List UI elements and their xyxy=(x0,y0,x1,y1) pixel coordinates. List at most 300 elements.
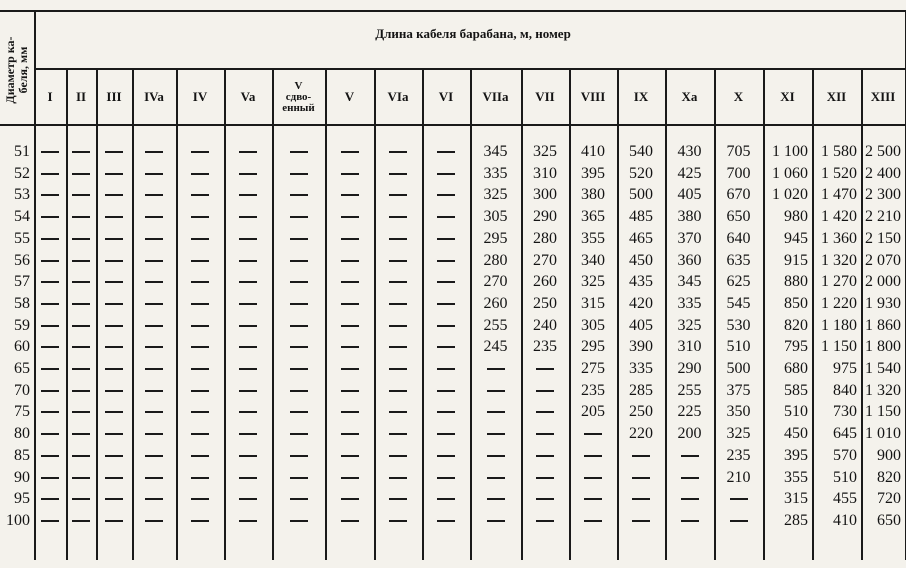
table-cell: 270 xyxy=(533,251,557,269)
empty-cell-dash xyxy=(470,489,521,509)
empty-cell-dash xyxy=(422,424,470,444)
diameter-label: 65 xyxy=(14,360,30,377)
empty-cell-dash xyxy=(470,359,521,379)
table-cell: 795 xyxy=(784,338,808,356)
table-cell: 450 xyxy=(784,425,808,443)
table-cell: 1 220 xyxy=(821,294,857,312)
table-cell: 1 520 xyxy=(821,164,857,182)
empty-cell-dash xyxy=(176,251,224,271)
empty-cell-dash xyxy=(325,424,374,444)
column-header: I xyxy=(47,89,53,104)
empty-cell-dash xyxy=(422,359,470,379)
empty-cell-dash xyxy=(66,229,96,249)
table-cell: 380 xyxy=(581,186,605,204)
table-cell: 840 xyxy=(833,381,857,399)
table-cell: 425 xyxy=(677,164,702,182)
empty-cell-dash xyxy=(176,142,224,162)
empty-cell-dash xyxy=(34,164,66,184)
column-header: XIII xyxy=(870,89,896,104)
empty-cell-dash xyxy=(224,229,272,249)
column-header-line: енный xyxy=(282,101,315,114)
table-cell: 720 xyxy=(877,490,901,508)
empty-cell-dash xyxy=(272,381,325,401)
empty-cell-dash xyxy=(224,142,272,162)
empty-cell-dash xyxy=(132,424,176,444)
empty-cell-dash xyxy=(665,468,714,488)
empty-cell-dash xyxy=(176,164,224,184)
table-cell: 205 xyxy=(581,403,605,421)
table-cell: 700 xyxy=(726,164,751,182)
empty-cell-dash xyxy=(176,468,224,488)
empty-cell-dash xyxy=(422,251,470,271)
table-cell: 270 xyxy=(483,273,508,291)
table-cell: 280 xyxy=(533,229,557,247)
empty-cell-dash xyxy=(325,294,374,314)
empty-cell-dash xyxy=(224,164,272,184)
empty-cell-dash xyxy=(374,207,422,227)
empty-cell-dash xyxy=(714,511,763,531)
empty-cell-dash xyxy=(66,468,96,488)
empty-cell-dash xyxy=(569,511,617,531)
table-cell: 500 xyxy=(629,186,653,204)
empty-cell-dash xyxy=(96,316,132,336)
table-cell: 450 xyxy=(629,251,653,269)
column-header: IV xyxy=(192,89,208,104)
table-cell: 325 xyxy=(483,186,508,204)
empty-cell-dash xyxy=(374,294,422,314)
table-cell: 820 xyxy=(877,468,901,486)
empty-cell-dash xyxy=(224,359,272,379)
diameter-label: 100 xyxy=(6,511,30,529)
table-cell: 235 xyxy=(581,381,605,399)
empty-cell-dash xyxy=(272,272,325,292)
table-cell: 1 320 xyxy=(865,381,901,399)
empty-cell-dash xyxy=(34,381,66,401)
diameter-label: 85 xyxy=(14,446,30,464)
column-header: Xa xyxy=(681,89,698,104)
table-cell: 335 xyxy=(677,294,702,312)
empty-cell-dash xyxy=(374,446,422,466)
empty-cell-dash xyxy=(66,185,96,205)
diameter-label: 52 xyxy=(14,164,30,182)
table-cell: 310 xyxy=(677,338,702,356)
empty-cell-dash xyxy=(66,489,96,509)
table-cell: 250 xyxy=(629,403,653,421)
empty-cell-dash xyxy=(374,381,422,401)
empty-cell-dash xyxy=(132,251,176,271)
table-cell: 880 xyxy=(784,273,808,291)
empty-cell-dash xyxy=(374,489,422,509)
empty-cell-dash xyxy=(96,424,132,444)
column-header: Va xyxy=(240,89,256,104)
empty-cell-dash xyxy=(422,446,470,466)
column-header: V xyxy=(344,89,355,104)
empty-cell-dash xyxy=(272,185,325,205)
empty-cell-dash xyxy=(422,294,470,314)
empty-cell-dash xyxy=(132,511,176,531)
empty-cell-dash xyxy=(96,511,132,531)
table-cell: 420 xyxy=(629,294,653,312)
empty-cell-dash xyxy=(617,489,665,509)
diameter-label: 51 xyxy=(14,143,30,160)
empty-cell-dash xyxy=(66,424,96,444)
empty-cell-dash xyxy=(325,272,374,292)
table-cell: 1 800 xyxy=(865,338,901,356)
empty-cell-dash xyxy=(34,316,66,336)
empty-cell-dash xyxy=(272,229,325,249)
empty-cell-dash xyxy=(66,359,96,379)
empty-cell-dash xyxy=(34,446,66,466)
column-header: VII xyxy=(535,89,555,104)
table-cell: 430 xyxy=(677,143,702,160)
empty-cell-dash xyxy=(422,229,470,249)
empty-cell-dash xyxy=(374,164,422,184)
empty-cell-dash xyxy=(132,185,176,205)
empty-cell-dash xyxy=(521,381,569,401)
table-cell: 435 xyxy=(629,273,653,291)
empty-cell-dash xyxy=(96,381,132,401)
table-cell: 250 xyxy=(533,294,557,312)
table-cell: 1 150 xyxy=(821,338,857,356)
table-cell: 350 xyxy=(726,403,751,421)
table-cell: 335 xyxy=(629,360,653,377)
empty-cell-dash xyxy=(176,316,224,336)
table-cell: 325 xyxy=(581,273,605,291)
column-header: VI xyxy=(438,89,454,104)
empty-cell-dash xyxy=(66,164,96,184)
table-cell: 325 xyxy=(533,143,557,160)
table-cell: 820 xyxy=(784,316,808,334)
table-cell: 485 xyxy=(629,208,653,226)
empty-cell-dash xyxy=(521,468,569,488)
empty-cell-dash xyxy=(325,402,374,422)
column-header-line: V xyxy=(294,79,303,92)
empty-cell-dash xyxy=(665,489,714,509)
empty-cell-dash xyxy=(176,446,224,466)
empty-cell-dash xyxy=(714,489,763,509)
empty-cell-dash xyxy=(34,359,66,379)
table-cell: 2 500 xyxy=(865,143,901,160)
table-cell: 2 300 xyxy=(865,186,901,204)
column-header: VIa xyxy=(387,89,409,104)
empty-cell-dash xyxy=(34,468,66,488)
empty-cell-dash xyxy=(325,164,374,184)
empty-cell-dash xyxy=(272,446,325,466)
empty-cell-dash xyxy=(66,142,96,162)
empty-cell-dash xyxy=(66,381,96,401)
table-cell: 300 xyxy=(533,186,557,204)
empty-cell-dash xyxy=(34,294,66,314)
table-cell: 295 xyxy=(581,338,605,356)
empty-cell-dash xyxy=(96,337,132,357)
table-cell: 2 000 xyxy=(865,273,901,291)
empty-cell-dash xyxy=(272,359,325,379)
column-header xyxy=(272,72,325,122)
empty-cell-dash xyxy=(422,468,470,488)
empty-cell-dash xyxy=(665,446,714,466)
empty-cell-dash xyxy=(132,272,176,292)
table-cell: 235 xyxy=(726,446,751,464)
empty-cell-dash xyxy=(325,381,374,401)
empty-cell-dash xyxy=(374,337,422,357)
empty-cell-dash xyxy=(374,402,422,422)
empty-cell-dash xyxy=(521,359,569,379)
table-cell: 1 270 xyxy=(821,273,857,291)
empty-cell-dash xyxy=(325,316,374,336)
table-cell: 405 xyxy=(629,316,653,334)
empty-cell-dash xyxy=(374,251,422,271)
empty-cell-dash xyxy=(325,229,374,249)
empty-cell-dash xyxy=(132,316,176,336)
column-header: II xyxy=(75,89,87,104)
empty-cell-dash xyxy=(422,381,470,401)
empty-cell-dash xyxy=(34,337,66,357)
empty-cell-dash xyxy=(569,489,617,509)
table-cell: 585 xyxy=(784,381,808,399)
table-cell: 1 930 xyxy=(865,294,901,312)
table-cell: 2 400 xyxy=(865,164,901,182)
empty-cell-dash xyxy=(34,185,66,205)
row-header-line-1: Диаметр ка- xyxy=(3,36,17,104)
table-cell: 340 xyxy=(581,251,605,269)
diameter-label: 54 xyxy=(14,208,30,226)
table-cell: 200 xyxy=(677,425,702,443)
table-cell: 730 xyxy=(833,403,857,421)
empty-cell-dash xyxy=(176,511,224,531)
empty-cell-dash xyxy=(96,272,132,292)
table-cell: 235 xyxy=(533,338,557,356)
empty-cell-dash xyxy=(66,446,96,466)
empty-cell-dash xyxy=(272,316,325,336)
table-cell: 220 xyxy=(629,425,653,443)
empty-cell-dash xyxy=(176,272,224,292)
empty-cell-dash xyxy=(224,185,272,205)
table-cell: 390 xyxy=(629,338,653,356)
table-cell: 1 320 xyxy=(821,251,857,269)
empty-cell-dash xyxy=(272,164,325,184)
empty-cell-dash xyxy=(66,316,96,336)
empty-cell-dash xyxy=(374,316,422,336)
table-cell: 850 xyxy=(784,294,808,312)
empty-cell-dash xyxy=(374,185,422,205)
empty-cell-dash xyxy=(422,489,470,509)
diameter-label: 75 xyxy=(14,403,30,421)
empty-cell-dash xyxy=(521,489,569,509)
empty-cell-dash xyxy=(325,185,374,205)
table-cell: 210 xyxy=(726,468,751,486)
empty-cell-dash xyxy=(96,446,132,466)
table-cell: 500 xyxy=(726,360,751,377)
table-cell: 1 150 xyxy=(865,403,901,421)
table-title: Длина кабеля барабана, м, номер xyxy=(375,26,571,41)
empty-cell-dash xyxy=(325,468,374,488)
empty-cell-dash xyxy=(470,468,521,488)
empty-cell-dash xyxy=(470,446,521,466)
table-cell: 455 xyxy=(833,490,857,508)
empty-cell-dash xyxy=(176,185,224,205)
empty-cell-dash xyxy=(224,424,272,444)
empty-cell-dash xyxy=(34,229,66,249)
empty-cell-dash xyxy=(325,446,374,466)
empty-cell-dash xyxy=(374,468,422,488)
empty-cell-dash xyxy=(132,294,176,314)
table-cell: 645 xyxy=(833,425,857,443)
empty-cell-dash xyxy=(325,337,374,357)
empty-cell-dash xyxy=(470,511,521,531)
table-cell: 225 xyxy=(677,403,702,421)
table-cell: 280 xyxy=(483,251,508,269)
table-cell: 465 xyxy=(629,229,653,247)
empty-cell-dash xyxy=(325,251,374,271)
empty-cell-dash xyxy=(521,511,569,531)
empty-cell-dash xyxy=(224,381,272,401)
table-cell: 2 070 xyxy=(865,251,901,269)
empty-cell-dash xyxy=(176,489,224,509)
empty-cell-dash xyxy=(272,251,325,271)
table-cell: 530 xyxy=(726,316,751,334)
empty-cell-dash xyxy=(96,229,132,249)
table-cell: 510 xyxy=(726,338,751,356)
empty-cell-dash xyxy=(374,229,422,249)
column-header: XII xyxy=(826,89,847,104)
empty-cell-dash xyxy=(470,381,521,401)
table-cell: 900 xyxy=(877,446,901,464)
rule-horizontal xyxy=(0,10,906,12)
table-cell: 1 020 xyxy=(772,186,808,204)
empty-cell-dash xyxy=(422,185,470,205)
table-cell: 405 xyxy=(677,186,702,204)
table-cell: 380 xyxy=(677,208,702,226)
empty-cell-dash xyxy=(374,424,422,444)
column-header-line: сдво- xyxy=(285,90,312,103)
empty-cell-dash xyxy=(132,489,176,509)
empty-cell-dash xyxy=(422,207,470,227)
column-header: XI xyxy=(780,89,795,104)
empty-cell-dash xyxy=(176,359,224,379)
empty-cell-dash xyxy=(422,316,470,336)
empty-cell-dash xyxy=(34,424,66,444)
table-cell: 625 xyxy=(726,273,751,291)
empty-cell-dash xyxy=(521,446,569,466)
empty-cell-dash xyxy=(272,294,325,314)
row-header-label xyxy=(4,14,30,126)
empty-cell-dash xyxy=(66,337,96,357)
table-cell: 540 xyxy=(629,143,653,160)
empty-cell-dash xyxy=(272,142,325,162)
empty-cell-dash xyxy=(374,142,422,162)
empty-cell-dash xyxy=(132,402,176,422)
empty-cell-dash xyxy=(176,402,224,422)
table-cell: 395 xyxy=(784,446,808,464)
table-cell: 1 360 xyxy=(821,229,857,247)
empty-cell-dash xyxy=(132,229,176,249)
empty-cell-dash xyxy=(176,381,224,401)
table-cell: 1 010 xyxy=(865,425,901,443)
empty-cell-dash xyxy=(132,468,176,488)
empty-cell-dash xyxy=(665,511,714,531)
empty-cell-dash xyxy=(272,207,325,227)
empty-cell-dash xyxy=(617,446,665,466)
table-cell: 635 xyxy=(726,251,751,269)
empty-cell-dash xyxy=(34,272,66,292)
table-cell: 365 xyxy=(581,208,605,226)
table-cell: 290 xyxy=(533,208,557,226)
table-cell: 1 540 xyxy=(865,360,901,377)
empty-cell-dash xyxy=(224,337,272,357)
diameter-label: 70 xyxy=(14,381,30,399)
table-cell: 640 xyxy=(726,229,751,247)
table-cell: 345 xyxy=(483,143,508,160)
empty-cell-dash xyxy=(569,468,617,488)
empty-cell-dash xyxy=(224,489,272,509)
empty-cell-dash xyxy=(66,207,96,227)
empty-cell-dash xyxy=(272,402,325,422)
column-header: IX xyxy=(633,89,649,104)
table-cell: 1 180 xyxy=(821,316,857,334)
table-cell: 1 470 xyxy=(821,186,857,204)
empty-cell-dash xyxy=(132,337,176,357)
empty-cell-dash xyxy=(325,207,374,227)
diameter-label: 95 xyxy=(14,490,30,508)
table-cell: 980 xyxy=(784,208,808,226)
table-cell: 410 xyxy=(581,143,605,160)
table-cell: 355 xyxy=(784,468,808,486)
diameter-label: 55 xyxy=(14,229,30,247)
empty-cell-dash xyxy=(470,424,521,444)
empty-cell-dash xyxy=(272,337,325,357)
empty-cell-dash xyxy=(224,251,272,271)
empty-cell-dash xyxy=(224,272,272,292)
row-header-line-2: беля, мм xyxy=(16,46,30,94)
table-cell: 285 xyxy=(784,511,808,529)
empty-cell-dash xyxy=(176,229,224,249)
table-cell: 1 420 xyxy=(821,208,857,226)
empty-cell-dash xyxy=(521,424,569,444)
table-cell: 680 xyxy=(784,360,808,377)
table-cell: 315 xyxy=(581,294,605,312)
empty-cell-dash xyxy=(224,446,272,466)
table-cell: 245 xyxy=(483,338,508,356)
diameter-label: 53 xyxy=(14,186,30,204)
table-cell: 260 xyxy=(533,273,557,291)
empty-cell-dash xyxy=(176,337,224,357)
empty-cell-dash xyxy=(422,337,470,357)
column-header: VIII xyxy=(580,89,606,104)
empty-cell-dash xyxy=(66,402,96,422)
empty-cell-dash xyxy=(176,294,224,314)
table-cell: 705 xyxy=(726,143,751,160)
empty-cell-dash xyxy=(66,272,96,292)
empty-cell-dash xyxy=(132,164,176,184)
empty-cell-dash xyxy=(422,402,470,422)
rule-horizontal xyxy=(0,124,906,126)
table-cell: 975 xyxy=(833,360,857,377)
empty-cell-dash xyxy=(374,359,422,379)
empty-cell-dash xyxy=(132,142,176,162)
empty-cell-dash xyxy=(66,251,96,271)
empty-cell-dash xyxy=(132,207,176,227)
empty-cell-dash xyxy=(132,359,176,379)
column-header-label xyxy=(282,81,314,114)
empty-cell-dash xyxy=(617,511,665,531)
empty-cell-dash xyxy=(422,164,470,184)
empty-cell-dash xyxy=(96,294,132,314)
column-header: IVa xyxy=(144,89,164,104)
empty-cell-dash xyxy=(96,468,132,488)
diameter-label: 60 xyxy=(14,338,30,356)
empty-cell-dash xyxy=(34,251,66,271)
empty-cell-dash xyxy=(224,402,272,422)
